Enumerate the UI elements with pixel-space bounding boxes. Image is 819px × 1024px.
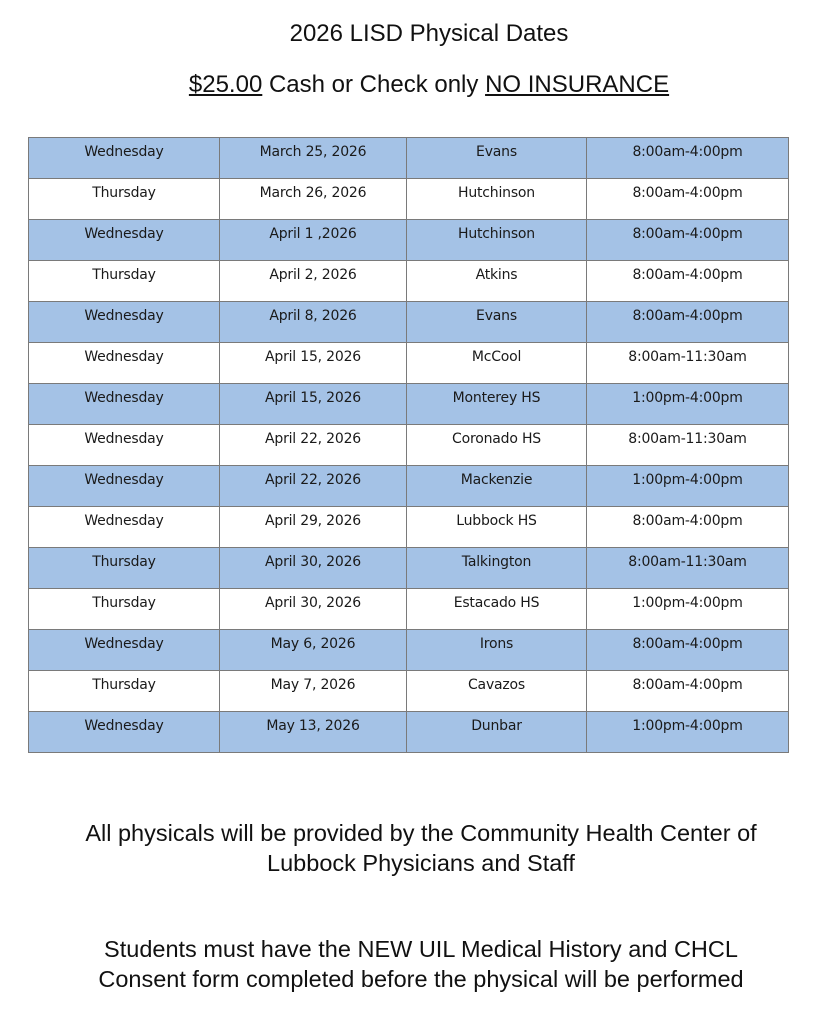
schedule-day: Thursday: [29, 179, 220, 220]
schedule-date: April 8, 2026: [220, 302, 407, 343]
schedule-date: March 26, 2026: [220, 179, 407, 220]
schedule-time: 8:00am-4:00pm: [587, 507, 789, 548]
price: $25.00: [188, 71, 263, 98]
schedule-day: Wednesday: [29, 302, 220, 343]
schedule-date: April 2, 2026: [220, 261, 407, 302]
schedule-time: 1:00pm-4:00pm: [587, 589, 789, 630]
schedule-location: Mackenzie: [407, 466, 587, 507]
schedule-day: Thursday: [29, 261, 220, 302]
schedule-day: Thursday: [29, 589, 220, 630]
table-row: [29, 466, 789, 507]
schedule-location: Cavazos: [407, 671, 587, 712]
schedule-time: 1:00pm-4:00pm: [587, 384, 789, 425]
schedule-time: 8:00am-11:30am: [587, 425, 789, 466]
table-row: [29, 507, 789, 548]
schedule-day: Wednesday: [29, 507, 220, 548]
schedule-date: May 6, 2026: [220, 630, 407, 671]
schedule-location: Estacado HS: [407, 589, 587, 630]
schedule-time: 8:00am-4:00pm: [587, 138, 789, 179]
schedule-location: Irons: [407, 630, 587, 671]
schedule-time: 8:00am-11:30am: [587, 548, 789, 589]
schedule-location: Dunbar: [407, 712, 587, 753]
physical-schedule-table: [28, 137, 789, 753]
table-row: [29, 220, 789, 261]
schedule-date: April 15, 2026: [220, 343, 407, 384]
requirement-note: [0, 934, 819, 994]
insurance-notice: NO INSURANCE: [485, 71, 670, 98]
table-row: [29, 589, 789, 630]
schedule-location: Monterey HS: [407, 384, 587, 425]
schedule-day: Wednesday: [29, 138, 220, 179]
table-row: [29, 671, 789, 712]
schedule-location: Atkins: [407, 261, 587, 302]
schedule-day: Wednesday: [29, 425, 220, 466]
schedule-time: 8:00am-4:00pm: [587, 220, 789, 261]
schedule-day: Thursday: [29, 548, 220, 589]
schedule-day: Wednesday: [29, 466, 220, 507]
schedule-location: Coronado HS: [407, 425, 587, 466]
schedule-time: 8:00am-11:30am: [587, 343, 789, 384]
schedule-date: March 25, 2026: [220, 138, 407, 179]
schedule-day: Wednesday: [29, 384, 220, 425]
table-row: [29, 138, 789, 179]
table-row: [29, 384, 789, 425]
table-row: [29, 343, 789, 384]
provider-note-line-1: All physicals will be provided by the Community Health Center of: [85, 820, 757, 846]
schedule-time: 8:00am-4:00pm: [587, 630, 789, 671]
schedule-date: April 30, 2026: [220, 548, 407, 589]
schedule-location: Evans: [407, 138, 587, 179]
schedule-location: McCool: [407, 343, 587, 384]
schedule-day: Wednesday: [29, 630, 220, 671]
schedule-date: May 13, 2026: [220, 712, 407, 753]
schedule-date: April 22, 2026: [220, 466, 407, 507]
schedule-location: Lubbock HS: [407, 507, 587, 548]
schedule-day: Wednesday: [29, 343, 220, 384]
schedule-location: Talkington: [407, 548, 587, 589]
schedule-time: 8:00am-4:00pm: [587, 179, 789, 220]
schedule-time: 8:00am-4:00pm: [587, 671, 789, 712]
schedule-date: April 22, 2026: [220, 425, 407, 466]
table-row: [29, 425, 789, 466]
schedule-location: Hutchinson: [407, 179, 587, 220]
schedule-date: May 7, 2026: [220, 671, 407, 712]
schedule-time: 8:00am-4:00pm: [587, 261, 789, 302]
table-row: [29, 630, 789, 671]
schedule-location: Hutchinson: [407, 220, 587, 261]
requirement-note-line-2: Consent form completed before the physical will be performed: [98, 966, 744, 992]
table-row: [29, 302, 789, 343]
provider-note-line-2: Lubbock Physicians and Staff: [267, 850, 575, 876]
schedule-day: Thursday: [29, 671, 220, 712]
requirement-note-line-1: Students must have the NEW UIL Medical History and CHCL: [104, 936, 738, 962]
table-row: [29, 179, 789, 220]
schedule-date: April 1 ,2026: [220, 220, 407, 261]
schedule-body: [29, 138, 789, 753]
schedule-date: April 30, 2026: [220, 589, 407, 630]
table-row: [29, 261, 789, 302]
schedule-location: Evans: [407, 302, 587, 343]
payment-text: Cash or Check only: [262, 71, 486, 98]
table-row: [29, 548, 789, 589]
schedule-day: Wednesday: [29, 220, 220, 261]
payment-info: [0, 71, 819, 99]
page-title: 2026 LISD Physical Dates: [289, 20, 569, 47]
schedule-date: April 29, 2026: [220, 507, 407, 548]
provider-note: [0, 818, 819, 878]
table-row: [29, 712, 789, 753]
schedule-time: 1:00pm-4:00pm: [587, 466, 789, 507]
schedule-date: April 15, 2026: [220, 384, 407, 425]
schedule-day: Wednesday: [29, 712, 220, 753]
schedule-time: 1:00pm-4:00pm: [587, 712, 789, 753]
schedule-time: 8:00am-4:00pm: [587, 302, 789, 343]
